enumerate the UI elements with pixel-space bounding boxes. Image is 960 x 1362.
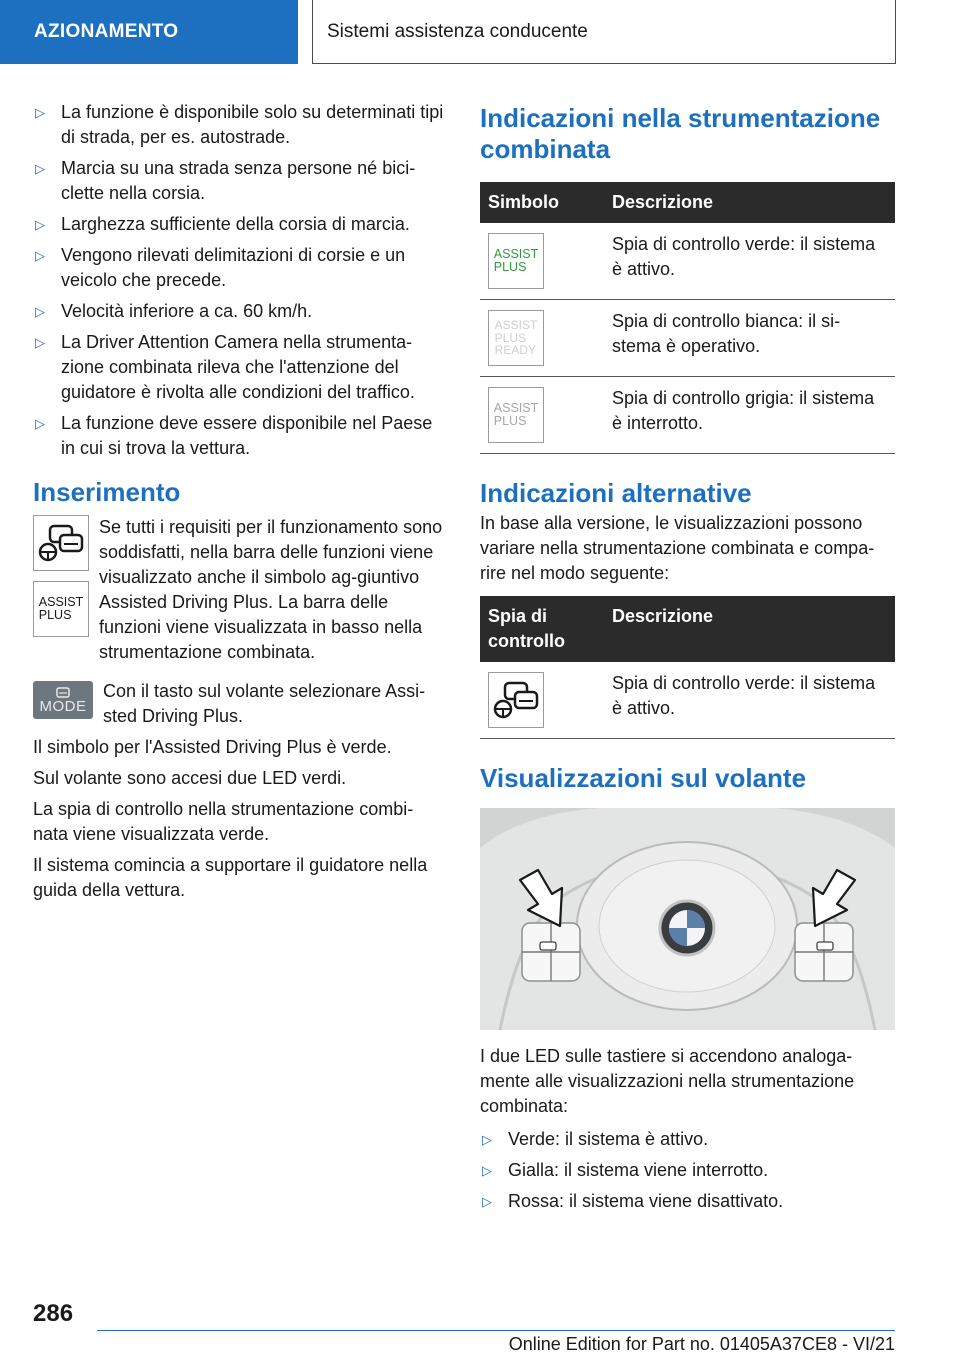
assist-plus-ready-white-icon: ASSIST PLUS READY [488,310,544,366]
table-row [480,300,895,377]
assist-plus-icon: ASSIST PLUS [33,581,89,637]
bullet-triangle-icon: ▷ [35,304,45,319]
result-paragraphs [33,735,446,903]
bullet-triangle-icon: ▷ [482,1132,492,1147]
table-header: Descrizione [604,182,895,223]
inserimento-block [33,515,446,665]
alternative-text: In base alla versione, le visualizzazioni possono variare nella strumentazione combinata e compa-rire nel modo seguente: [480,513,875,583]
list-item: ▷ La funzione è disponibile solo su determinati tipi di strada, per es. autostrade. [35,102,444,147]
chapter-header [312,0,896,64]
edition-note: Online Edition for Part no. 01405A37CE8 - VI/21 [508,1334,895,1354]
list-item: ▷ Velocità inferiore a ca. 60 km/h. [33,299,446,324]
bullet-triangle-icon: ▷ [35,416,45,431]
bullet-triangle-icon: ▷ [35,105,45,120]
section-title: AZIONAMENTO [34,21,179,42]
chapter-title: Sistemi assistenza conducente [327,20,588,42]
requirements-list [33,100,446,461]
bullet-triangle-icon: ▷ [482,1163,492,1178]
car-icon [55,687,71,699]
assist-plus-grey-icon: ASSIST PLUS [488,387,544,443]
paragraph: Il sistema comincia a supportare il guidatore nella guida della vettura. [33,855,428,900]
paragraph: La spia di controllo nella strumentazione combi-nata viene visualizzata verde. [33,799,414,844]
page-number: 286 [33,1300,74,1327]
led-list [480,1127,895,1214]
list-item: ▷ La Driver Attention Camera nella strumenta-zione combinata rileva che l'attenzione del guidatore è rivolta alle condizioni del traffico. [35,332,415,402]
list-item: ▷ Gialla: il sistema viene interrotto. [480,1158,895,1183]
table-cell: Spia di controllo verde: il sistema è attivo. [604,223,895,300]
list-item: ▷ La funzione deve essere disponibile nel Paese in cui si trova la vettura. [35,413,433,458]
symbol-table [480,182,895,454]
list-item: ▷ Vengono rilevati delimitazioni di corsie e un veicolo che precede. [35,245,406,290]
bullet-triangle-icon: ▷ [35,161,45,176]
volante-text: I due LED sulle tastiere si accendono analoga-mente alle visualizzazioni nella strumentazione combinata: [480,1046,855,1116]
table-row [480,662,895,739]
mode-button-icon: MODE [33,681,93,719]
paragraph: Il simbolo per l'Assisted Driving Plus è verde. [33,737,392,757]
table-header: Simbolo [480,182,604,223]
list-item: ▷ Verde: il sistema è attivo. [480,1127,895,1152]
list-item: ▷ Rossa: il sistema viene disattivato. [480,1189,895,1214]
paragraph: Sul volante sono accesi due LED verdi. [33,768,347,788]
steering-assist-icon [488,672,544,728]
inserimento-text: Se tutti i requisiti per il funzionamento sono soddisfatti, nella barra delle funzioni viene visualizzato anche il simbolo ag-giuntivo Assisted Driving Plus. La barra delle funzioni viene visualizzata in basso nella strumentazione combinata. [99,517,443,662]
table-row [480,377,895,454]
bullet-triangle-icon: ▷ [482,1194,492,1209]
bullet-triangle-icon: ▷ [35,248,45,263]
inserimento-icons [33,515,89,665]
list-item: ▷ Larghezza sufficiente della corsia di marcia. [33,212,446,237]
table-cell: Spia di controllo verde: il sistema è attivo. [604,662,895,739]
mode-text: Con il tasto sul volante selezionare Assi-sted Driving Plus. [103,681,426,726]
bullet-triangle-icon: ▷ [35,335,45,350]
alternative-table [480,596,895,739]
table-cell: Spia di controllo bianca: il si-stema è operativo. [604,300,895,377]
bullet-triangle-icon: ▷ [35,217,45,232]
volante-heading: Visualizzazioni sul volante [480,763,807,793]
right-column [480,103,895,1220]
table-header: Spia di controllo [480,596,604,662]
table-cell: Spia di controllo grigia: il sistema è interrotto. [604,377,895,454]
section-tab [0,0,298,64]
table-row [480,223,895,300]
indicazioni-heading: Indicazioni nella strumentazione combinata [480,103,881,164]
alternative-heading: Indicazioni alternative [480,478,752,508]
mode-block [33,679,446,729]
list-item: ▷ Marcia su una strada senza persone né bici-clette nella corsia. [35,158,416,203]
steering-assist-icon [33,515,89,571]
left-column [33,100,446,903]
assist-plus-green-icon: ASSIST PLUS [488,233,544,289]
inserimento-heading: Inserimento [33,477,181,507]
steering-wheel-image [480,808,895,1030]
table-header: Descrizione [604,596,895,662]
